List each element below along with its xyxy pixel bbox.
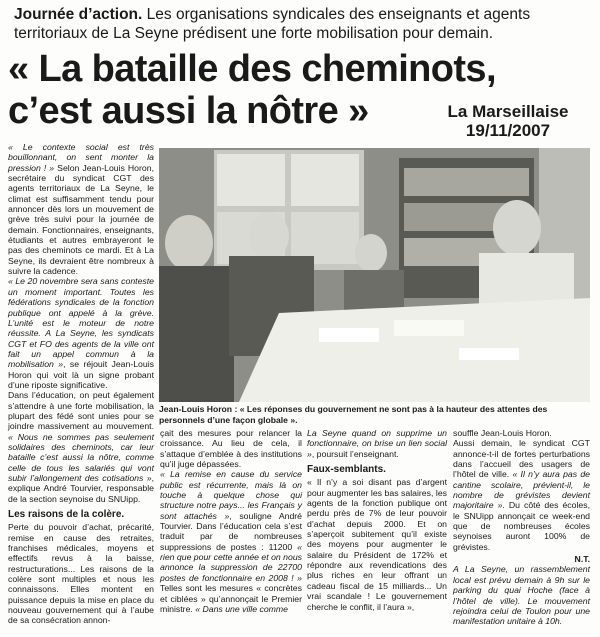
paragraph	[307, 477, 447, 611]
body-text: Aussi demain, le syndicat CGT annonce-t-il de fortes perturbations dans l’accueil des usagers de l’hôtel de ville.	[453, 438, 590, 480]
body-text: , poursuit l’enseignant.	[311, 448, 399, 459]
newspaper-name: La Marseillaise	[447, 102, 569, 121]
caption-text: « Les réponses du gouvernement ne sont pas à la hauteur des attentes des personnels d’une façon globale ».	[159, 404, 548, 425]
quote: La Seyne quand on supprime un fonctionnaire, on brise un lien social »	[307, 428, 447, 459]
body-text: « Il n’y a soi disant pas d’argent pour augmenter les bas salaires, les agents de la fonction publique ont perdu près de 7% de leur pouvoir d’achat depuis 2000. Et on s’aperçoit subitement qu’il existe des moyens pour augmenter le salaire du Président de 172% et répondre aux revendications des plus riches en leur offrant un cadeau fiscal de 15 milliards... Un vrai scandale ! Le gouvernement cherche le conflit, il l’aura »,	[307, 477, 447, 612]
body-text: çait des mesures pour relancer la croissance. Au lieu de cela, il s’attaque d’emblée à des institutions qu’il juge dépassées.	[160, 428, 302, 470]
paragraph	[453, 438, 590, 552]
quote: « Il n’y aura pas de cantine scolaire, prévient-il, le nombre de grévistes devient majoritaire »	[453, 469, 590, 511]
kicker	[14, 5, 592, 43]
paragraph	[8, 390, 154, 504]
quote: « Le 20 novembre sera sans conteste un moment important. Toutes les fédérations syndicales de la fonction publique ont appelé à la grève. L’unité est le moteur de notre réussite. A La Seyne, les syndicats CGT et FO des agents de la ville ont fait un appel commun à la mobilisation »	[8, 276, 154, 370]
paragraph	[453, 428, 590, 438]
section-heading: Les raisons de la colère.	[8, 509, 125, 521]
article-column-4	[453, 428, 590, 627]
article-column-2	[160, 428, 302, 614]
article-column-1	[8, 142, 154, 626]
headline-line-1: « La bataille des cheminots,	[8, 48, 496, 90]
paragraph	[307, 428, 447, 459]
caption-name: Jean-Louis Horon :	[159, 404, 238, 414]
kicker-text: Les organisations syndicales des enseignants et agents territoriaux de La Seyne prédisent une forte mobilisation pour demain.	[14, 6, 531, 42]
photo-illustration	[159, 148, 590, 402]
body-text: Selon Jean-Louis Horon, secrétaire du syndicat CGT des agents territoriaux de La Seyne, le climat est suffisamment tendu pour annoncer dès lors un mouvement de grève très suivi pour la journée de demain. Fonctionnaires, enseignants, étudiants et autres embrayeront le pas des cheminots ce mardi. Et à La Seyne, ils devraient être nombreux à suivre la cadence.	[8, 162, 154, 277]
body-text: , souligne André Tourvier. Dans l’éducation cela s’est traduit par de nombreuses suppressions de postes : 11200	[160, 510, 303, 552]
body-text: Dans l’éducation, on peut également s’attendre à une forte mobilisation, la plupart des fédé sont unies pour se joindre massivement au mouvement.	[8, 390, 154, 432]
paragraph	[453, 564, 590, 626]
headline-line-2: c’est aussi la nôtre »	[8, 90, 369, 132]
paragraph	[160, 428, 302, 469]
body-text: , explique André Tourvier, responsable de la section seynoise du SNUipp.	[8, 473, 154, 504]
paragraph	[8, 522, 154, 625]
body-text: Telles sont les mesures « concrètes et ciblées » qu’annonçait le Premier ministre.	[160, 583, 302, 614]
quote: « La remise en cause du service public est récurrente, mais là on touche à quelque chose qui structure notre pays... les Français y sont attachés »	[160, 469, 302, 521]
body-text: souffle Jean-Louis Horon.	[453, 428, 552, 438]
quote: « Le contexte social est très bouillonnant, on sent monter la pression ! »	[8, 142, 154, 173]
body-text: Perte du pouvoir d’achat, précarité, remise en cause des retraites, franchises médicales, moyens et effectifs revus à la baisse, restructurations... Les raisons de la colère sont multiples et nous les connaissons. Elles montent en puissance depuis la mise en place du nouveau gouvernement qui à l’aube de sa consécration annon-	[8, 522, 154, 626]
quote: A La Seyne, un rassemblement local est prévu demain à 9h sur le parking du quai Hoche (face à l’hôtel de ville). Le mouvement rejoindra celui de Toulon pour une manifestation unitaire à 10h.	[453, 564, 590, 627]
paragraph	[8, 276, 154, 390]
quote: « Nous ne sommes pas seulement solidaires des cheminots, car leur bataille c’est aussi la nôtre, comme celle de tous les salariés qui vont subir l’allongement des cotisations »	[8, 431, 154, 483]
article-column-3	[307, 428, 447, 612]
section-heading: Faux-semblants.	[307, 464, 386, 476]
quote: « rien que pour cette année et on nous annonce la suppression de 22700 postes de fonctionnaire en 2008 ! »	[160, 541, 303, 583]
headline	[8, 48, 496, 132]
author-signature: N.T.	[574, 554, 590, 565]
body-text: , se réjouit Jean-Louis Horon qui voit là un signe probant d’une riposte significative.	[8, 359, 154, 390]
paragraph	[160, 469, 302, 614]
kicker-label: Journée d’action.	[14, 6, 143, 23]
photo-caption	[159, 404, 590, 426]
paragraph	[8, 142, 154, 276]
quote: « Dans une ville comme	[195, 603, 288, 614]
article-photo	[159, 148, 590, 402]
publication-date: 19/11/2007	[465, 121, 551, 140]
body-text: . Du côté des écoles, le SNUipp annonçait ce week-end que de nombreuses écoles seynoises auront 100% de grévistes.	[453, 500, 590, 552]
source-credit	[428, 102, 588, 140]
